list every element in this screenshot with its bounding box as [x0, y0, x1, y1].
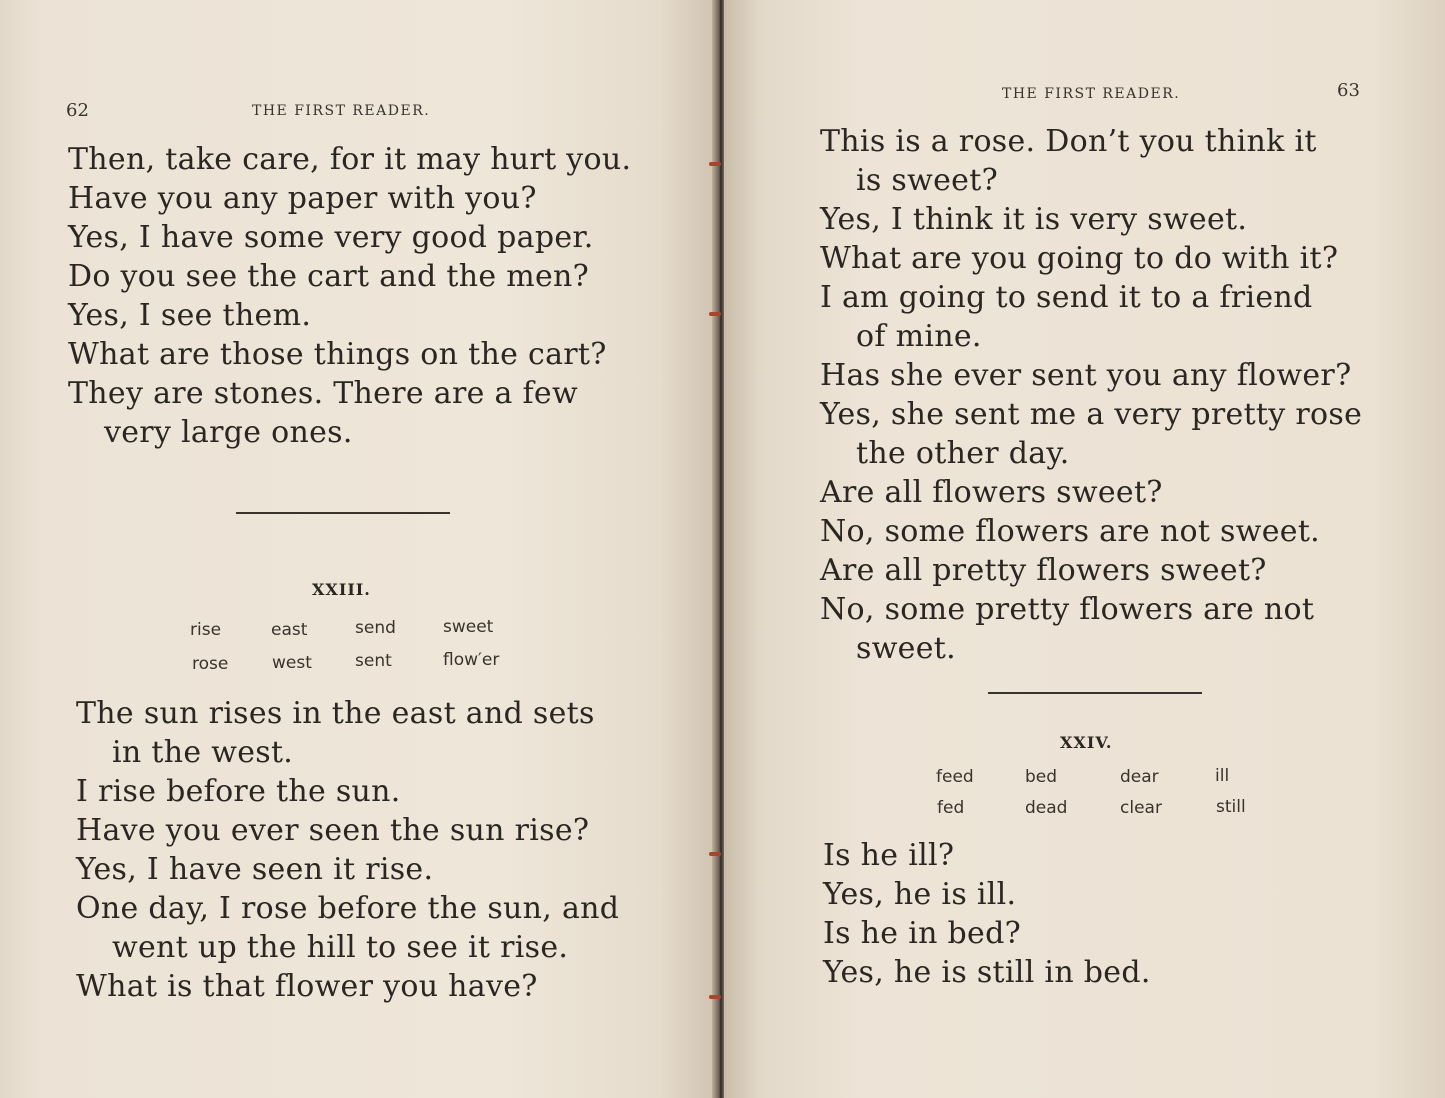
vocab-word: dear [1120, 767, 1159, 787]
vocab-word: send [355, 618, 396, 638]
lesson-number: XXIV. [1060, 733, 1113, 752]
text-line: Then, take care, for it may hurt you. [68, 142, 632, 177]
text-line: is sweet? [856, 163, 998, 198]
vocab-word: sweet [443, 617, 494, 637]
text-line: Are all pretty flowers sweet? [820, 553, 1267, 588]
text-line: I am going to send it to a friend [820, 280, 1313, 315]
binding-stitch [709, 312, 721, 316]
right-page [724, 0, 1445, 1098]
vocab-word: bed [1025, 767, 1058, 787]
page-number: 62 [66, 100, 89, 121]
vocab-word: west [272, 653, 312, 673]
vocab-word: rise [190, 620, 222, 640]
vocab-word: sent [355, 651, 392, 671]
vocab-word: ill [1215, 766, 1230, 786]
text-line: Are all flowers sweet? [820, 475, 1163, 510]
text-line: Yes, I have seen it rise. [76, 852, 434, 887]
text-line: What are those things on the cart? [68, 337, 607, 372]
vocab-word: flow′er [443, 650, 500, 670]
section-divider [236, 512, 450, 514]
text-line: Have you ever seen the sun rise? [76, 813, 590, 848]
binding-stitch [709, 995, 721, 999]
text-line: went up the hill to see it rise. [112, 930, 569, 965]
text-line: Yes, I have some very good paper. [68, 220, 594, 255]
vocab-word: feed [936, 767, 974, 787]
text-line: Is he in bed? [823, 916, 1021, 951]
text-line: Is he ill? [823, 838, 955, 873]
lesson-number: XXIII. [312, 580, 371, 599]
text-block-lesson [76, 694, 619, 1006]
text-line: Yes, I think it is very sweet. [820, 202, 1248, 237]
text-line: What are you going to do with it? [820, 241, 1339, 276]
text-line: Do you see the cart and the men? [68, 259, 590, 294]
text-line: Yes, he is ill. [823, 877, 1017, 912]
text-line: They are stones. There are a few [68, 376, 578, 411]
vocab-word: dead [1025, 798, 1068, 818]
text-line: Have you any paper with you? [68, 181, 537, 216]
text-line: Yes, she sent me a very pretty rose [820, 397, 1363, 432]
running-header: THE FIRST READER. [252, 103, 431, 119]
text-line: What is that flower you have? [76, 969, 538, 1004]
vocab-word: clear [1120, 798, 1162, 818]
text-block-lesson [823, 836, 1151, 992]
text-line: No, some flowers are not sweet. [820, 514, 1321, 549]
text-line: of mine. [856, 319, 982, 354]
text-line: very large ones. [104, 415, 353, 450]
text-line: I rise before the sun. [76, 774, 401, 809]
text-line: in the west. [112, 735, 294, 770]
text-line: This is a rose. Don’t you think it [820, 124, 1317, 159]
text-line: Yes, he is still in bed. [823, 955, 1151, 990]
text-block-top [68, 140, 631, 452]
text-line: the other day. [856, 436, 1070, 471]
binding-stitch [709, 162, 721, 166]
text-line: Has she ever sent you any flower? [820, 358, 1352, 393]
text-block-top [820, 122, 1362, 668]
section-divider [988, 692, 1202, 694]
running-header: THE FIRST READER. [1002, 86, 1181, 102]
page-number: 63 [1337, 80, 1360, 101]
text-line: No, some pretty flowers are not [820, 592, 1315, 627]
left-page [0, 0, 716, 1098]
text-line: Yes, I see them. [68, 298, 312, 333]
vocab-word: rose [192, 654, 229, 674]
vocab-word: east [271, 620, 308, 640]
vocab-word: still [1216, 797, 1246, 817]
text-line: The sun rises in the east and sets [76, 696, 595, 731]
text-line: One day, I rose before the sun, and [76, 891, 620, 926]
binding-stitch [709, 852, 721, 856]
vocab-word: fed [937, 798, 965, 818]
text-line: sweet. [856, 631, 956, 666]
